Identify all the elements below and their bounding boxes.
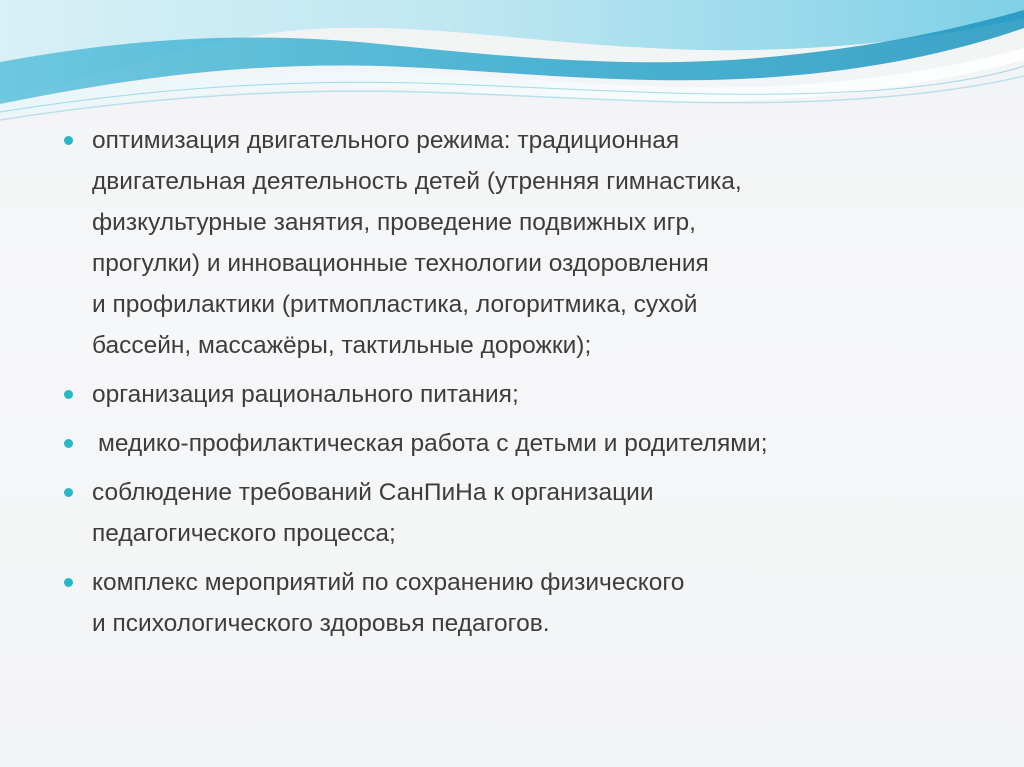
list-item-text: педагогического процесса; xyxy=(92,520,396,547)
bullet-icon xyxy=(64,578,73,587)
slide-body xyxy=(62,120,992,652)
list-item-text: оптимизация двигательного режима: традиционная xyxy=(92,127,680,154)
bullet-icon xyxy=(64,390,73,399)
list-item-text: физкультурные занятия, проведение подвижных игр, xyxy=(92,209,696,236)
list-item-text: бассейн, массажёры, тактильные дорожки); xyxy=(92,332,592,359)
bullet-icon xyxy=(64,488,73,497)
list-item-text: прогулки) и инновационные технологии оздоровления xyxy=(92,250,709,277)
bullet-icon xyxy=(64,136,73,145)
list-item xyxy=(62,562,992,644)
bullet-list xyxy=(62,120,992,644)
list-item-text: соблюдение требований СанПиНа к организации xyxy=(92,479,654,506)
list-item-text: двигательная деятельность детей (утренняя гимнастика, xyxy=(92,168,742,195)
list-item xyxy=(62,423,992,464)
list-item-text: организация рационального питания; xyxy=(92,381,519,408)
list-item xyxy=(62,120,992,366)
list-item-text: комплекс мероприятий по сохранению физического xyxy=(92,569,685,596)
list-item-text: медико-профилактическая работа с детьми и родителями; xyxy=(98,430,768,457)
list-item-text: и профилактики (ритмопластика, логоритмика, сухой xyxy=(92,291,698,318)
list-item xyxy=(62,472,992,554)
list-item-text: и психологического здоровья педагогов. xyxy=(92,610,550,637)
list-item xyxy=(62,374,992,415)
bullet-icon xyxy=(64,439,73,448)
